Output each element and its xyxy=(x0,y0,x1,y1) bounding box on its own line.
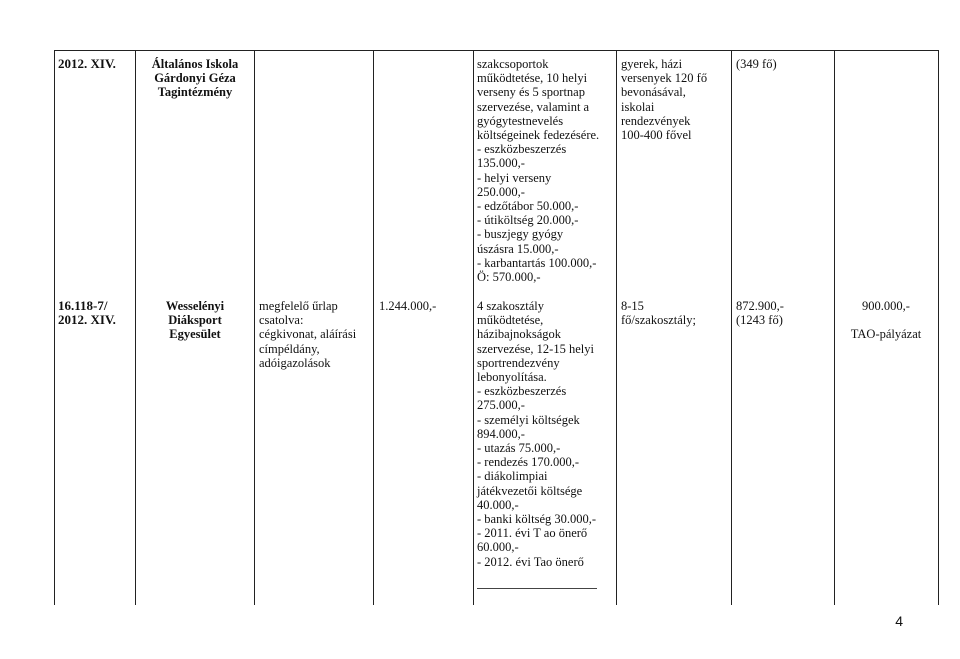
purpose-underline xyxy=(477,588,597,589)
row-1-participants: gyerek, házi versenyek 120 fő bevonásával, iskolai rendezvények 100-400 fővel xyxy=(621,57,708,143)
row-2-participants: 8-15 fő/szakosztály; xyxy=(621,299,696,328)
column-divider xyxy=(373,50,374,605)
column-divider xyxy=(834,50,835,605)
row-2-date: 16.118-7/ 2012. XIV. xyxy=(58,298,116,328)
table-top-border xyxy=(54,50,939,51)
row-2-documents: megfelelő űrlap csatolva: cégkivonat, aláírási címpéldány, adóigazolások xyxy=(259,299,357,370)
row-2-total: 900.000,- TAO-pályázat xyxy=(850,299,922,342)
row-1-date: 2012. XIV. xyxy=(58,56,116,71)
row-2-granted: 872.900,- (1243 fő) xyxy=(736,299,784,328)
row-1-applicant: Általános Iskola Gárdonyi Géza Tagintézmény xyxy=(151,57,239,100)
column-divider xyxy=(731,50,732,605)
row-1-purpose: szakcsoportok működtetése, 10 helyi verseny és 5 sportnap szervezése, valamint a gyógytestnevelés költségeinek fedezésére. - eszközbeszerzés 135.000,- - helyi verseny 250.000,- - edzőtábor 50.000,- - útiköltség 20.000,- - buszjegy gyógy úszásra 15.000,- - karbantartás 100.000,- Ö: 570.000,- xyxy=(477,57,600,285)
table-left-border xyxy=(54,50,55,605)
row-2-purpose: 4 szakosztály működtetése, házibajnokságok szervezése, 12-15 helyi sportrendezvény lebonyolítása. - eszközbeszerzés 275.000,- - személyi költségek 894.000,- - utazás 75.000,- - rendezés 170.000,- - diákolimpiai játékvezetői költsége 40.000,- - banki költség 30.000,- - 2011. évi T ao önerő 60.000,- - 2012. évi Tao önerő xyxy=(477,299,597,569)
row-1-granted: (349 fő) xyxy=(736,57,777,71)
column-divider xyxy=(473,50,474,605)
page-number: 4 xyxy=(895,613,903,629)
column-divider xyxy=(135,50,136,605)
column-divider xyxy=(616,50,617,605)
row-2-applicant: Wesselényi Diáksport Egyesület xyxy=(165,299,225,342)
table-right-border xyxy=(938,50,939,605)
column-divider xyxy=(254,50,255,605)
row-2-amount: 1.244.000,- xyxy=(379,299,437,313)
